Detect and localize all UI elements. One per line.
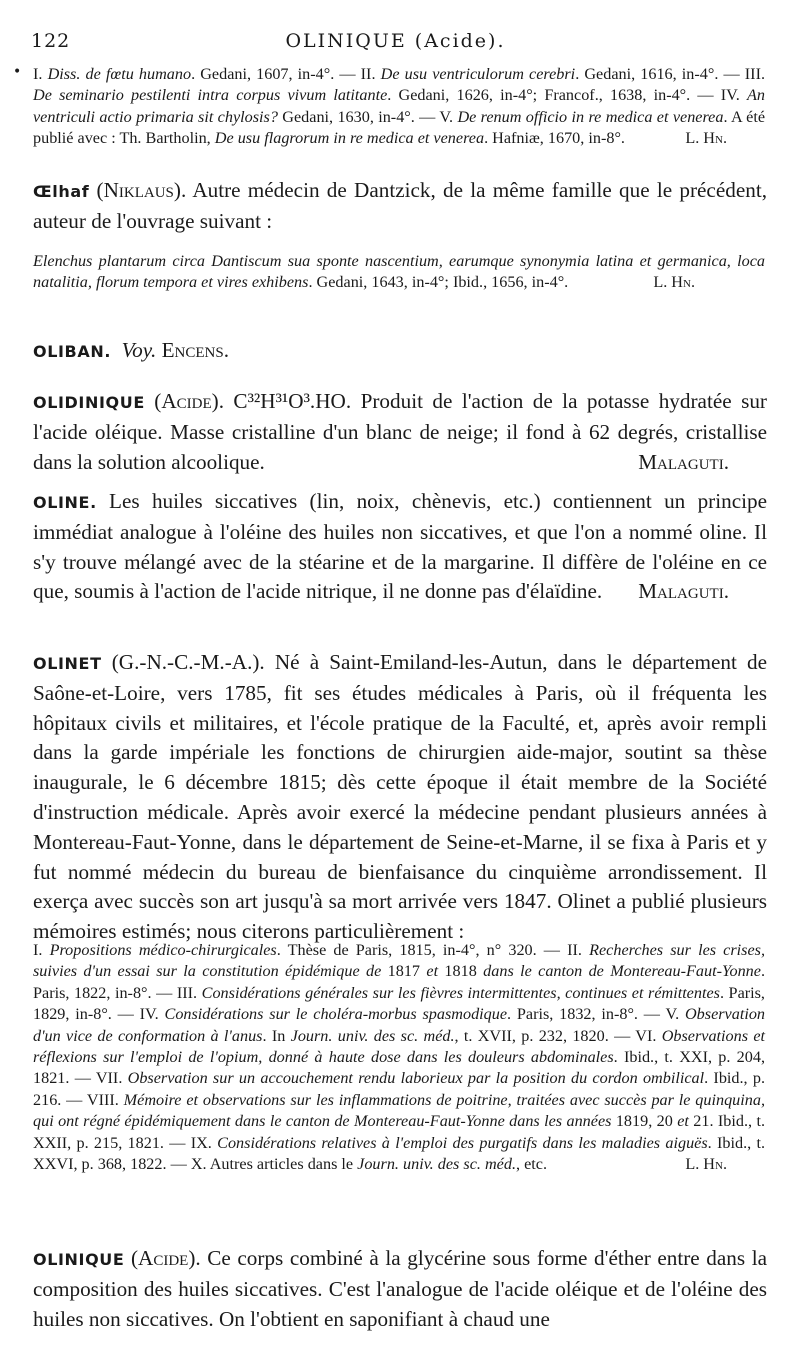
signature: L. Hn. [685,129,727,148]
entry-oelhaf-bibliography: Elenchus plantarum circa Dantiscum sua sponte nascentium, earumque synonymia latina et germanica, loca natalitia, florum tempora et vires exhibens. Gedani, 1643, in-4°; Ibid., 1656, in-4°. L. Hn. [33,251,765,294]
margin-dot: • [13,64,22,80]
signature: L. Hn. [685,1155,727,1174]
entry-oline: OLINE. Les huiles siccatives (lin, noix, chènevis, etc.) contiennent un principe immédiat analogue à l'oléine des huiles non siccatives, et que l'on a nommé oline. Il s'y trouve mélangé avec de la stéarine et de la margarine. Il diffère de l'oléine en ce que, soumis à l'action de l'acide nitrique, il ne donne pas d'élaïdine. Malaguti. [33,487,767,607]
entry-oliban: OLIBAN. Voy. Encens. [33,338,230,362]
headword: OLINET [33,654,102,673]
entry-olinet: OLINET (G.-N.-C.-M.-A.). Né à Saint-Emiland-les-Autun, dans le département de Saône-et-Loire, vers 1785, fit ses études médicales à Paris, où il fréquenta les hôpitaux civils et militaires, et l'école pratique de la Faculté, et, après avoir rempli dans la garde impériale les fonctions de chirurgien aide-major, soutint sa thèse inaugurale, le 6 décembre 1815; dès cette époque il était membre de la Société d'instruction médicale. Après avoir exercé la médecine pendant plusieurs années à Montereau-Faut-Yonne, dans le département de Seine-et-Marne, il se fixa à Paris et y fut nommé médecin du bureau de bienfaisance du cinquième arrondissement. Il exerça avec succès son art jusqu'à sa mort arrivée vers 1847. Olinet a publié plusieurs mémoires estimés; nous citerons particulièrement : [33,650,767,944]
running-title: OLINIQUE (Acide). [285,30,506,52]
signature: L. Hn. [653,273,695,292]
signature: Malaguti. [638,449,729,474]
entry-oelhaf: Œlhaf (Niklaus). Autre médecin de Dantzick, de la même famille que le précédent, auteur de l'ouvrage suivant : [33,178,768,233]
headword: OLINIQUE [33,1250,125,1269]
signature: Malaguti. [638,579,729,604]
cross-reference: Encens. [161,338,230,362]
headword: OLINE. [33,493,97,512]
headword: Œlhaf [33,182,90,201]
page-number: 122 [31,30,71,52]
page-header [13,30,760,80]
entry-top-bibliography: I. Diss. de fœtu humano. Gedani, 1607, in-4°. — II. De usu ventriculorum cerebri. Gedani, 1616, in-4°. — III. De seminario pestilenti intra corpus vivum latitante. Gedani, 1626, in-4°; Francof., 1638, in-4°. — IV. An ventriculi actio primaria sit chylosis? Gedani, 1630, in-4°. — V. De renum officio in re medica et venerea. A été publié avec : Th. Bartholin, De usu flagrorum in re medica et venerea. Hafniæ, 1670, in-8°. L. Hn. [33,64,765,150]
entry-olidinique: OLIDINIQUE (Acide). C³²H³¹O³.HO. Produit de l'action de la potasse hydratée sur l'acide oléique. Masse cristalline d'un blanc de neige; il fond à 62 degrés, cristallise dans la solution alcoolique. Malaguti. [33,387,767,477]
headword: OLIBAN. [33,342,111,361]
entry-olinet-bibliography: I. Propositions médico-chirurgicales. Thèse de Paris, 1815, in-4°, n° 320. — II. Recherches sur les crises, suivies d'un essai sur la constitution épidémique de 1817 et 1818 dans le canton de Montereau-Faut-Yonne. Paris, 1822, in-8°. — III. Considérations générales sur les fièvres intermittentes, continues et rémittentes. Paris, 1829, in-8°. — IV. Considérations sur le choléra-morbus spasmodique. Paris, 1832, in-8°. — V. Observation d'un vice de conformation à l'anus. In Journ. univ. des sc. méd., t. XVII, p. 232, 1820. — VI. Observations et réflexions sur l'emploi de l'opium, donné à haute dose dans les douleurs abdominales. Ibid., t. XXI, p. 204, 1821. — VII. Observation sur un accouchement rendu laborieux par la position du cordon ombilical. Ibid., p. 216. — VIII. Mémoire et observations sur les inflammations de poitrine, traitées avec succès par le quinquina, qui ont régné épidémiquement dans le canton de Montereau-Faut-Yonne dans les années 1819, 20 et 21. Ibid., t. XXII, p. 215, 1821. — IX. Considérations relatives à l'emploi des purgatifs dans les maladies aiguës. Ibid., t. XXVI, p. 368, 1822. — X. Autres articles dans le Journ. univ. des sc. méd., etc. L. Hn. [33,940,765,1175]
chemical-formula: C³²H³¹O³.HO. [224,389,352,413]
headword: OLIDINIQUE [33,393,145,412]
entry-olinique: OLINIQUE (Acide). Ce corps combiné à la glycérine sous forme d'éther entre dans la composition des huiles siccatives. C'est l'analogue de l'acide oléique et de l'oléine des huiles non siccatives. On l'obtient en saponifiant à chaud une [33,1246,767,1331]
